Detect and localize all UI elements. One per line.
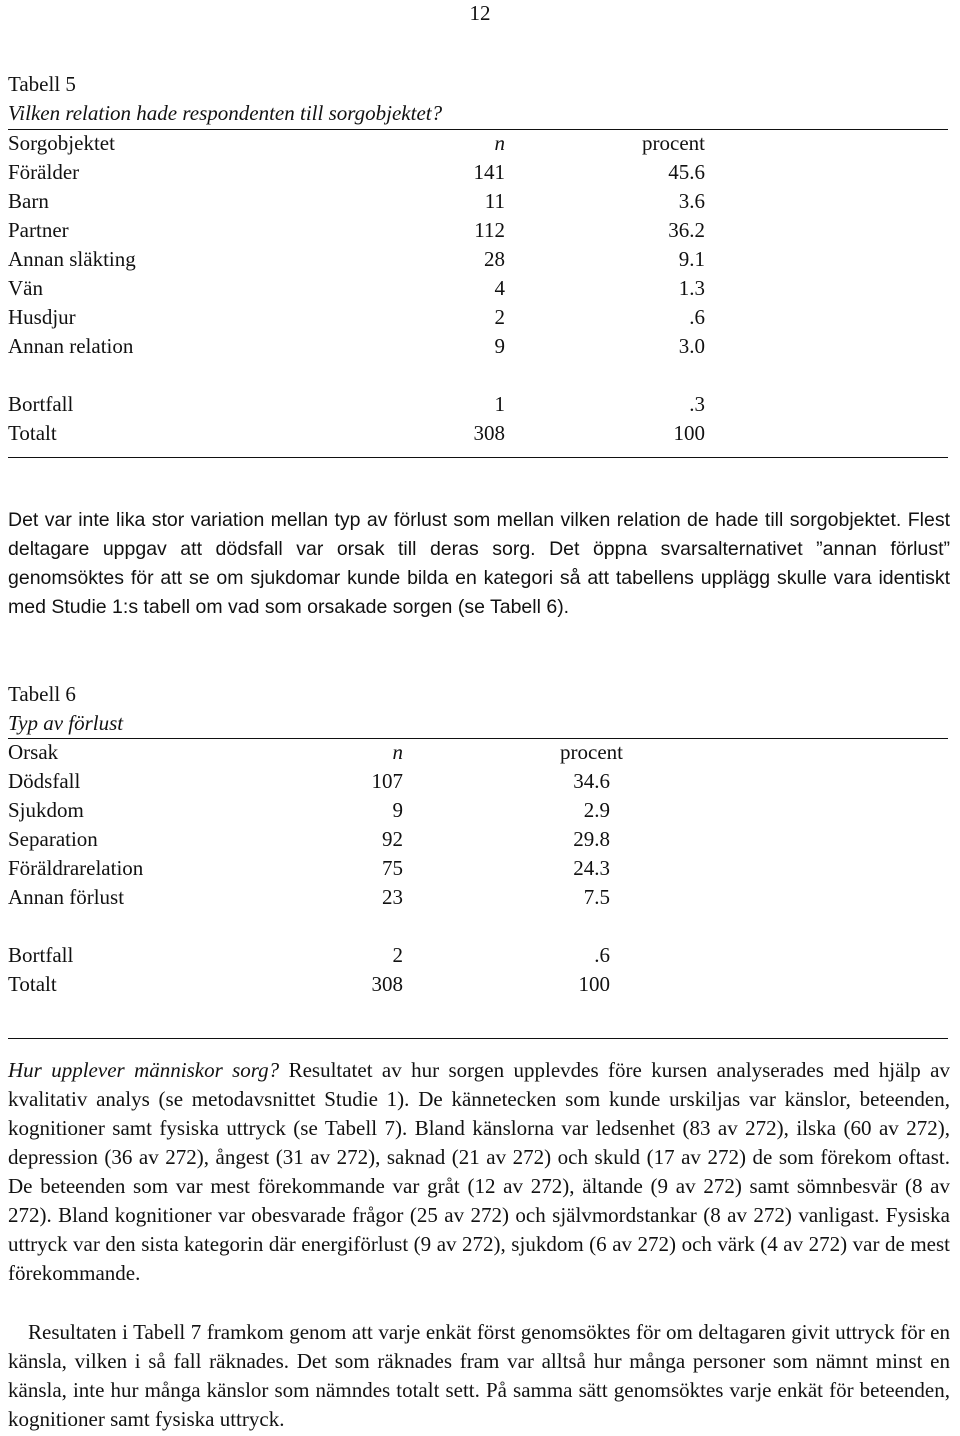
row-n: 1 <box>494 392 505 416</box>
row-n: 9 <box>494 334 505 358</box>
table-row <box>8 883 623 912</box>
row-pct: .3 <box>689 392 705 416</box>
row-category: Totalt <box>8 421 57 445</box>
page-number: 12 <box>469 1 491 25</box>
row-category: Sjukdom <box>8 798 84 822</box>
table6-header-row <box>8 738 623 767</box>
table5-label: Tabell 5 <box>8 72 76 96</box>
table6-bortfall-row <box>8 941 623 970</box>
row-category: Annan förlust <box>8 885 125 909</box>
table-row <box>8 332 705 361</box>
row-n: 2 <box>494 305 505 329</box>
row-n: 308 <box>473 421 505 445</box>
table6-caption: Typ av förlust <box>8 711 124 735</box>
table-row <box>8 274 705 303</box>
row-category: Barn <box>8 189 49 213</box>
row-pct: 45.6 <box>668 160 705 184</box>
row-category: Dödsfall <box>8 769 81 793</box>
paragraph-3-text: Resultaten i Tabell 7 framkom genom att varje enkät först genomsöktes för om deltagaren givit uttryck för en känsla, vilken i så fall räknades. Det som räknades fram var alltså hur många personer som nämnt minst en känsla, inte hur många känslor som nämndes totalt sett. På samma sätt genomsöktes varje enkät för beteenden, kognitioner samt fysiska uttryck. <box>8 1320 950 1431</box>
table-row <box>8 216 705 245</box>
table5-caption: Vilken relation hade respondenten till sorgobjektet? <box>8 101 443 125</box>
table-row <box>8 767 623 796</box>
table-row <box>8 158 705 187</box>
table5 <box>8 129 705 448</box>
table5-header-category: Sorgobjektet <box>8 131 115 155</box>
table5-title-block <box>8 70 442 128</box>
row-category: Annan relation <box>8 334 134 358</box>
row-n: 4 <box>494 276 505 300</box>
row-n: 92 <box>382 827 403 851</box>
row-pct: .6 <box>689 305 705 329</box>
row-pct: 29.8 <box>573 827 610 851</box>
table-row <box>8 796 623 825</box>
row-pct: 1.3 <box>678 276 705 300</box>
table6 <box>8 738 623 999</box>
row-pct: 7.5 <box>583 885 610 909</box>
row-pct: 9.1 <box>678 247 705 271</box>
table6-title-block <box>8 680 123 738</box>
table6-header-n: n <box>392 740 403 764</box>
row-category: Totalt <box>8 972 57 996</box>
section-heading: Hur upplever människor sorg? <box>8 1058 280 1082</box>
table5-header-row <box>8 129 705 158</box>
paragraph-2-body: Resultatet av hur sorgen upplevdes före kursen analyserades med hjälp av kvalitativ analys (se metodavsnittet Studie 1). De kännetecken som kunde urskiljas var känslor, beteenden, kognitioner samt fysiska uttryck (se Tabell 7). Bland känslorna var ledsenhet (83 av 272), ilska (60 av 272), depression (36 av 272), ångest (31 av 272), saknad (21 av 272) och skuld (17 av 272) de som förekom oftast. De beteenden som var mest förekommande var gråt (12 av 272), ältande (9 av 272) samt sömnbesvär (8 av 272). Bland kognitioner var obesvarade frågor (25 av 272) och självmordstankar (8 av 272) vanligast. Fysiska uttryck var den sista kategorin där energiförlust (9 av 272), sjukdom (6 av 272) och värk (4 av 272) var de mest förekommande. <box>8 1058 950 1285</box>
table-row <box>8 245 705 274</box>
row-n: 75 <box>382 856 403 880</box>
table5-total-row <box>8 419 705 448</box>
row-n: 11 <box>484 189 505 213</box>
table-row <box>8 187 705 216</box>
table5-bortfall-row <box>8 390 705 419</box>
row-category: Förälder <box>8 160 80 184</box>
row-pct: 24.3 <box>573 856 610 880</box>
paragraph-2 <box>8 1056 950 1288</box>
table-row <box>8 303 705 332</box>
row-pct: 34.6 <box>573 769 610 793</box>
table6-header-category: Orsak <box>8 740 59 764</box>
row-n: 112 <box>474 218 505 242</box>
row-pct: 36.2 <box>668 218 705 242</box>
row-pct: 3.6 <box>678 189 705 213</box>
row-category: Vän <box>8 276 43 300</box>
table6-header-pct: procent <box>560 740 623 764</box>
row-category: Bortfall <box>8 392 74 416</box>
row-pct: .6 <box>594 943 610 967</box>
table5-bottom-rule <box>8 457 948 458</box>
paragraph-1: Det var inte lika stor variation mellan typ av förlust som mellan vilken relation de hade till sorgobjektet. Flest deltagare uppgav att dödsfall var orsak till deras sorg. Det öppna svarsalternativet ”annan förlust” genomsöktes för att se om sjukdomar kunde bilda en kategori så att tabellens upplägg skulle vara identiskt med Studie 1:s tabell om vad som orsakade sorgen (se Tabell 6). <box>8 509 950 618</box>
row-n: 9 <box>392 798 403 822</box>
table-spacer-row <box>8 361 705 390</box>
paragraph-3 <box>8 1318 950 1434</box>
row-pct: 3.0 <box>678 334 705 358</box>
row-pct: 100 <box>578 972 610 996</box>
row-category: Separation <box>8 827 98 851</box>
table6-total-row <box>8 970 623 999</box>
row-n: 23 <box>382 885 403 909</box>
row-category: Bortfall <box>8 943 74 967</box>
row-category: Husdjur <box>8 305 76 329</box>
table-row <box>8 825 623 854</box>
row-n: 308 <box>371 972 403 996</box>
table5-header-n: n <box>494 131 505 155</box>
table5-header-pct: procent <box>642 131 705 155</box>
table6-bottom-rule <box>8 1038 948 1039</box>
row-pct: 2.9 <box>583 798 610 822</box>
table-spacer-row <box>8 912 623 941</box>
row-n: 2 <box>392 943 403 967</box>
row-category: Annan släkting <box>8 247 136 271</box>
row-category: Partner <box>8 218 69 242</box>
table6-label: Tabell 6 <box>8 682 76 706</box>
row-category: Föräldrarelation <box>8 856 144 880</box>
table-row <box>8 854 623 883</box>
row-n: 107 <box>371 769 403 793</box>
row-n: 141 <box>473 160 505 184</box>
row-n: 28 <box>484 247 505 271</box>
row-pct: 100 <box>673 421 705 445</box>
